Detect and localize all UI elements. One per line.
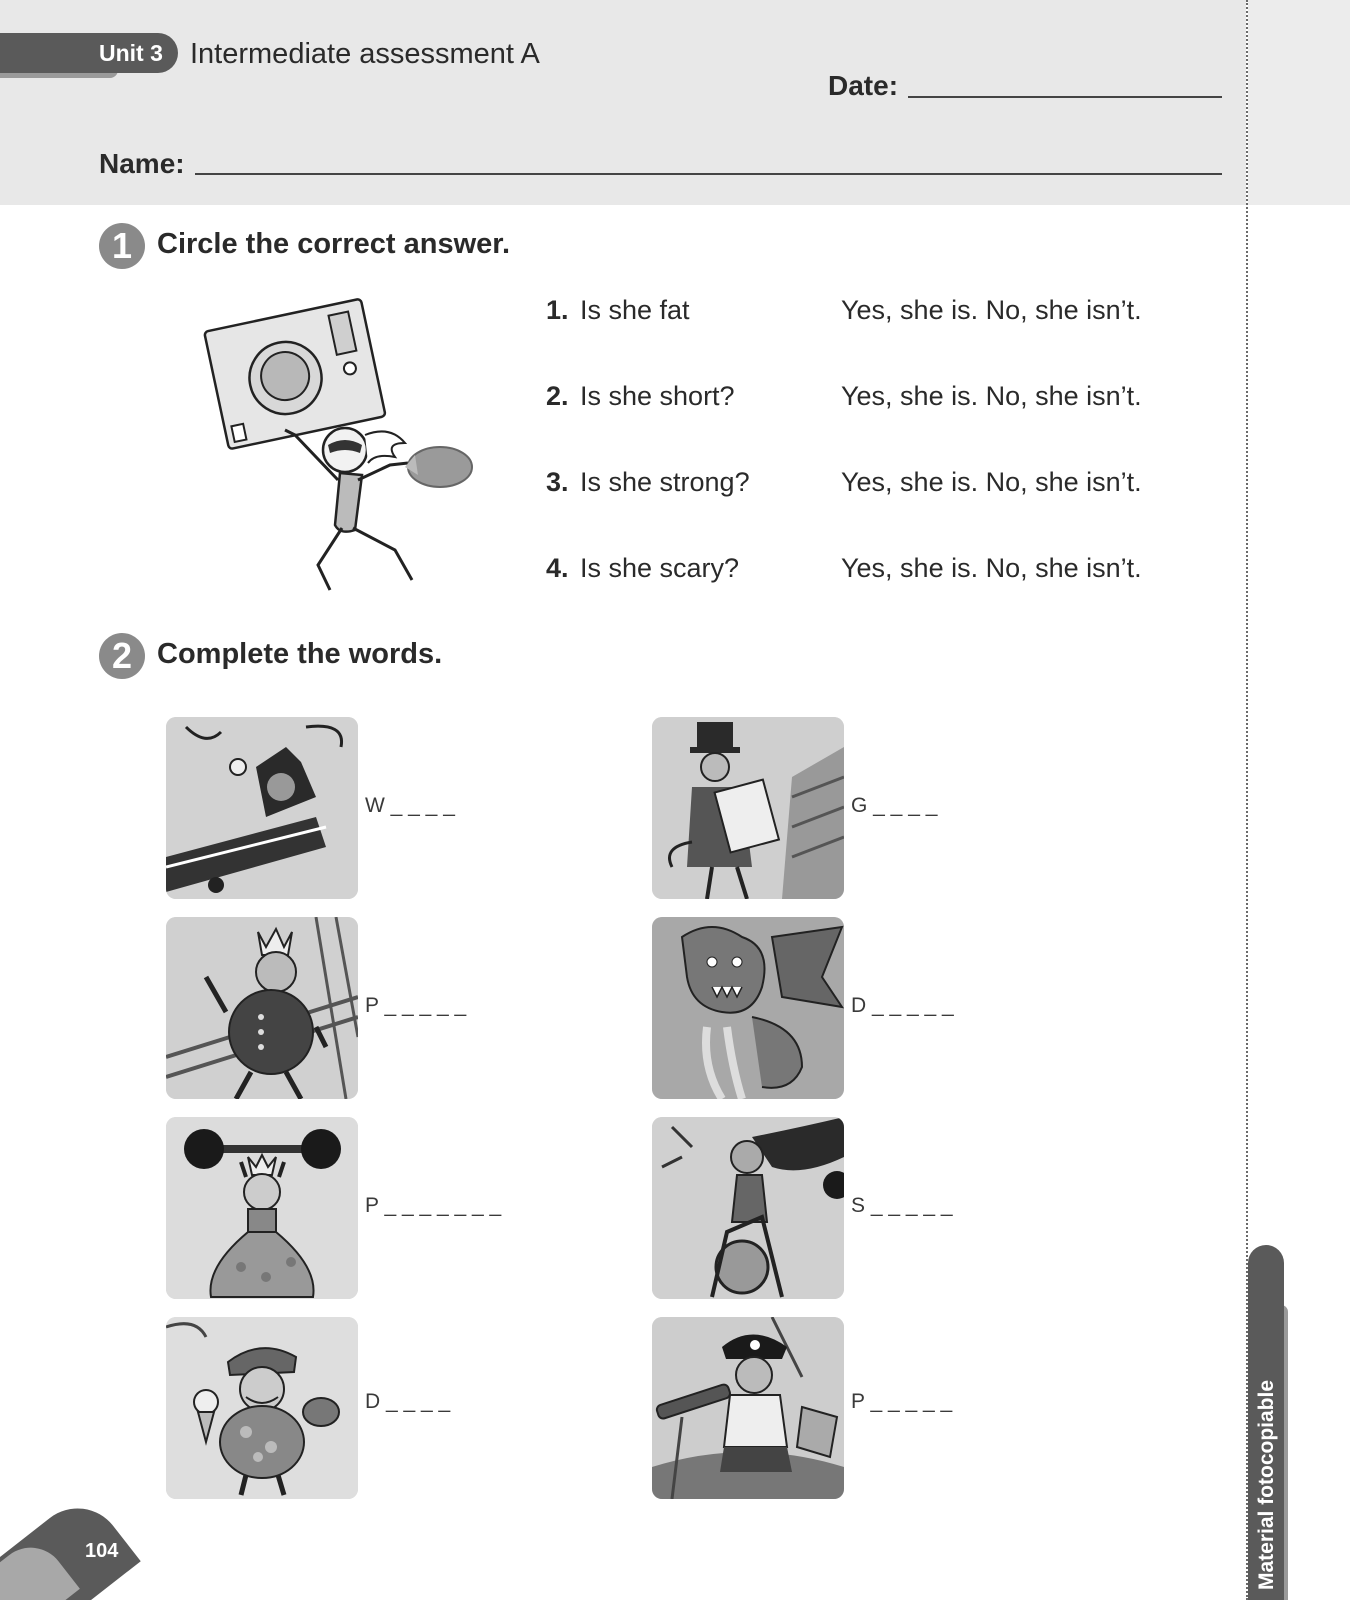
word-ghost[interactable]: G _ _ _ _ [851,794,938,817]
date-label: Date: [828,70,899,101]
page-number: 104 [85,1540,119,1562]
date-field[interactable] [908,96,1222,98]
question-3-answers[interactable]: Yes, she is. No, she isn’t. [841,467,1142,497]
superhero-picture [652,1117,844,1299]
dragon-picture [652,917,844,1099]
witch-picture [166,717,358,899]
word-dragon[interactable]: D _ _ _ _ _ [851,994,954,1017]
exercise-1-number: 1 [99,223,145,269]
word-witch[interactable]: W _ _ _ _ [365,794,455,817]
question-4-number: 4. [546,553,569,583]
word-dwarf[interactable]: D _ _ _ _ [365,1390,451,1413]
exercise-2-title: Complete the words. [157,638,443,670]
question-2-text: Is she short? [580,381,735,411]
word-prince[interactable]: P _ _ _ _ _ [365,994,467,1017]
question-2-number: 2. [546,381,569,411]
word-pirate[interactable]: P _ _ _ _ _ [851,1390,953,1413]
margin-band [1248,0,1350,205]
question-1-text: Is she fat [580,295,690,325]
question-3-text: Is she strong? [580,467,750,497]
question-2-answers[interactable]: Yes, she is. No, she isn’t. [841,381,1142,411]
name-label: Name: [99,148,185,179]
exercise-2-number: 2 [99,633,145,679]
unit-label: Unit 3 [99,40,163,66]
ghost-picture [652,717,844,899]
question-4-answers[interactable]: Yes, she is. No, she isn’t. [841,553,1142,583]
superhero-illustration [190,285,490,600]
word-superhero[interactable]: S _ _ _ _ _ [851,1194,953,1217]
assessment-title: Intermediate assessment A [190,38,540,70]
word-princess[interactable]: P _ _ _ _ _ _ _ [365,1194,502,1217]
dwarf-picture [166,1317,358,1499]
question-1-number: 1. [546,295,569,325]
pirate-picture [652,1317,844,1499]
princess-picture [166,1117,358,1299]
exercise-1-title: Circle the correct answer. [157,228,510,260]
question-3-number: 3. [546,467,569,497]
photocopiable-label: Material fotocopiable [1255,1379,1278,1591]
question-4-text: Is she scary? [580,553,740,583]
name-field[interactable] [195,173,1222,175]
prince-picture [166,917,358,1099]
question-1-answers[interactable]: Yes, she is. No, she isn’t. [841,295,1142,325]
